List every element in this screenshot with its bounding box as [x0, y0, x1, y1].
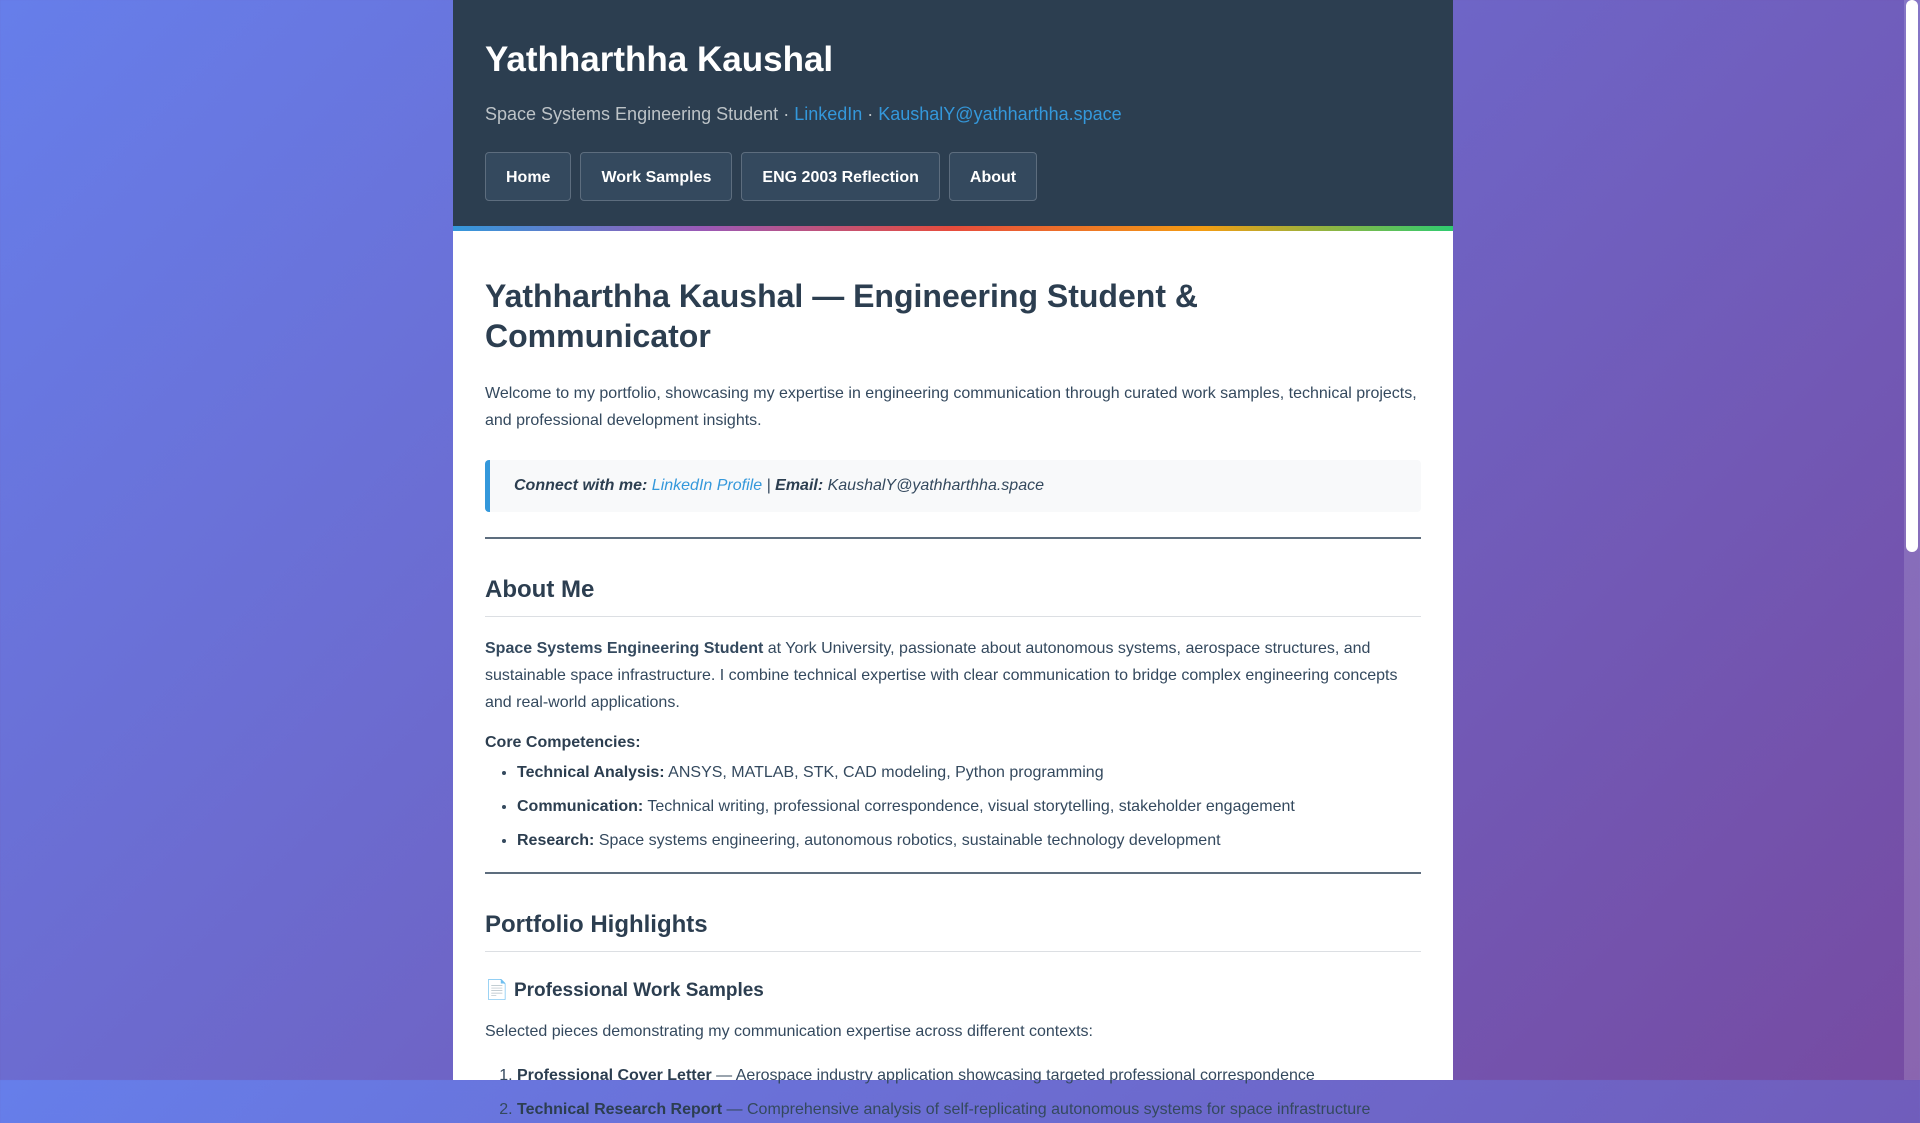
list-item-text: — Aerospace industry application showcasing targeted professional correspondence: [711, 1067, 1315, 1084]
header-subtitle: [485, 102, 1421, 126]
about-heading: About Me: [485, 576, 1421, 617]
competencies-label: Core Competencies:: [485, 734, 641, 751]
about-body: at York University, passionate about autonomous systems, aerospace structures, and sustainable space infrastructure. I combine technical expertise with clear communication to bridge complex engineering concepts and real-world applications.: [485, 640, 1398, 711]
list-item-label: Professional Cover Letter: [517, 1067, 712, 1084]
list-item-text: Space systems engineering, autonomous robotics, sustainable technology development: [594, 832, 1221, 849]
email-link[interactable]: KaushalY@yathharthha.space: [878, 104, 1122, 124]
list-item-label: Technical Analysis:: [517, 764, 665, 781]
nav-eng2003-reflection-button[interactable]: ENG 2003 Reflection: [741, 152, 940, 201]
nav-home-button[interactable]: Home: [485, 152, 571, 201]
site-title: Yathharthha Kaushal: [485, 40, 834, 79]
about-bold-lead: Space Systems Engineering Student: [485, 640, 764, 657]
list-item-label: Research:: [517, 832, 595, 849]
email-label: Email:: [775, 477, 824, 494]
list-item: [517, 1097, 1421, 1123]
connect-label: Connect with me:: [514, 477, 648, 494]
list-item: [517, 760, 1421, 786]
scrollbar-thumb[interactable]: [1906, 0, 1918, 552]
page-container: [453, 0, 1453, 1118]
separator: ·: [778, 104, 795, 124]
nav-about-button[interactable]: About: [949, 152, 1037, 201]
list-item: [517, 794, 1421, 820]
list-item-text: — Comprehensive analysis of self-replicating autonomous systems for space infrastructure: [722, 1101, 1371, 1118]
section-divider: [485, 872, 1421, 874]
email-value: KaushalY@yathharthha.space: [823, 477, 1044, 494]
competencies-list: [485, 760, 1421, 854]
scrollbar[interactable]: [1904, 0, 1920, 1080]
list-item-text: Technical writing, professional correspondence, visual storytelling, stakeholder engagement: [643, 798, 1295, 815]
work-samples-list: [485, 1063, 1421, 1123]
linkedin-profile-link[interactable]: LinkedIn Profile: [651, 477, 763, 494]
list-item-label: Technical Research Report: [517, 1101, 723, 1118]
main-content: [453, 231, 1453, 1123]
highlights-heading: Portfolio Highlights: [485, 911, 1421, 952]
document-icon: 📄: [485, 980, 509, 1001]
list-item-text: ANSYS, MATLAB, STK, CAD modeling, Python programming: [664, 764, 1104, 781]
list-item: [517, 1063, 1421, 1089]
list-item: [517, 828, 1421, 854]
work-samples-heading: [485, 978, 1421, 1002]
intro-paragraph: Welcome to my portfolio, showcasing my expertise in engineering communication through curated work samples, technical projects, and professional development insights.: [485, 385, 1417, 429]
list-item-label: Communication:: [517, 798, 644, 815]
subtitle-text: Space Systems Engineering Student: [485, 104, 779, 124]
section-divider: [485, 537, 1421, 539]
work-samples-intro: Selected pieces demonstrating my communication expertise across different contexts:: [485, 1023, 1093, 1040]
page-title: Yathharthha Kaushal — Engineering Student & Communicator: [485, 278, 1198, 354]
separator: ·: [862, 104, 879, 124]
pipe-separator: |: [762, 477, 776, 494]
main-nav: [485, 152, 1421, 201]
nav-work-samples-button[interactable]: Work Samples: [580, 152, 732, 201]
site-header: [453, 0, 1453, 226]
connect-callout: [485, 460, 1421, 512]
linkedin-link[interactable]: LinkedIn: [794, 104, 863, 124]
about-paragraph: [485, 635, 1421, 716]
work-samples-title: Professional Work Samples: [513, 980, 764, 1001]
